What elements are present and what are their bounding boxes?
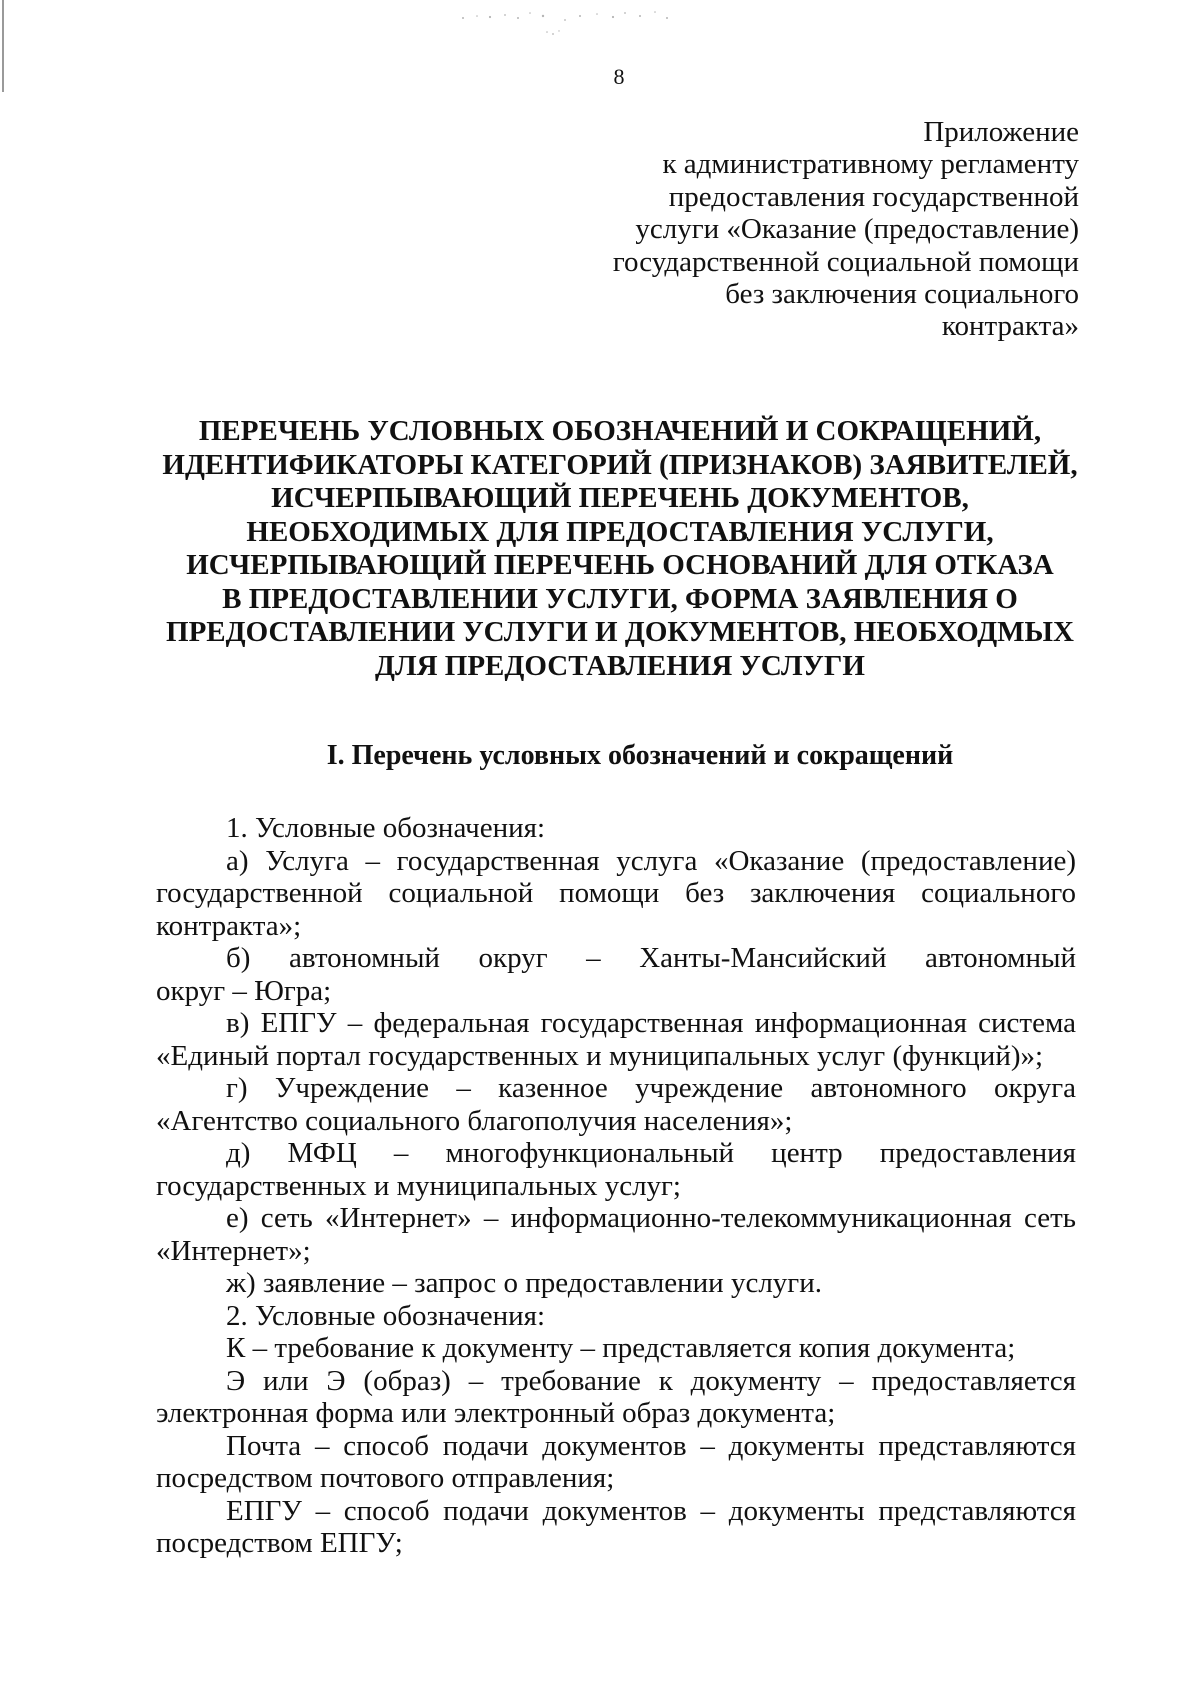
body-line: а) Услуга – государственная услуга «Оказание (предоставление) [226, 844, 1076, 877]
body-line: е) сеть «Интернет» – информационно-телекоммуникационная сеть [226, 1202, 1076, 1234]
body-line: Почта – способ подачи документов – документы представляются [226, 1429, 1076, 1462]
title-line: ИСЧЕРПЫВАЮЩИЙ ПЕРЕЧЕНЬ ДОКУМЕНТОВ, [271, 482, 969, 514]
appendix-line: Приложение [923, 116, 1079, 148]
body-line: 2. Условные обозначения: [226, 1299, 546, 1332]
body-line: «Единый портал государственных и муниципальных услуг (функций)»; [156, 1039, 1044, 1072]
body-line: ЕПГУ – способ подачи документов – документы представляются [226, 1494, 1076, 1527]
body-line: г) Учреждение – казенное учреждение автономного округа [226, 1072, 1076, 1104]
title-line: НЕОБХОДИМЫХ ДЛЯ ПРЕДОСТАВЛЕНИЯ УСЛУГИ, [246, 515, 994, 548]
appendix-line: к административному регламенту [662, 148, 1079, 181]
title-line: ПРЕДОСТАВЛЕНИИ УСЛУГИ И ДОКУМЕНТОВ, НЕОБХОДМЫХ [166, 616, 1074, 648]
title-line: ДЛЯ ПРЕДОСТАВЛЕНИЯ УСЛУГИ [375, 649, 865, 682]
body-line: посредством почтового отправления; [156, 1462, 615, 1494]
appendix-line: предоставления государственной [668, 180, 1079, 213]
body-line: Э или Э (образ) – требование к документу – предоставляется [226, 1364, 1076, 1397]
appendix-line: государственной социальной помощи [612, 245, 1079, 278]
section-heading: I. Перечень условных обозначений и сокращений [326, 740, 954, 771]
appendix-line: без заключения социального [725, 278, 1079, 311]
body-line: 1. Условные обозначения: [226, 812, 546, 844]
body-text [156, 812, 1076, 1560]
title-line: ПЕРЕЧЕНЬ УСЛОВНЫХ ОБОЗНАЧЕНИЙ И СОКРАЩЕНИЙ, [198, 415, 1042, 447]
appendix-note [559, 116, 1079, 343]
page-number: 8 [613, 64, 625, 89]
body-line: государственной социальной помощи без заключения социального [156, 877, 1076, 909]
body-line: К – требование к документу – представляется копия документа; [226, 1332, 1016, 1364]
body-line: посредством ЕПГУ; [156, 1527, 403, 1559]
body-line: «Интернет»; [156, 1234, 311, 1267]
title-line: ИСЧЕРПЫВАЮЩИЙ ПЕРЕЧЕНЬ ОСНОВАНИЙ ДЛЯ ОТКАЗА [186, 549, 1054, 581]
appendix-line: услуги «Оказание (предоставление) [635, 213, 1079, 246]
title-line: В ПРЕДОСТАВЛЕНИИ УСЛУГИ, ФОРМА ЗАЯВЛЕНИЯ О [222, 582, 1018, 615]
body-line: ж) заявление – запрос о предоставлении услуги. [226, 1267, 822, 1299]
body-line: б) автономный округ – Ханты-Мансийский автономный [226, 942, 1076, 974]
body-line: д) МФЦ – многофункциональный центр предоставления [226, 1137, 1076, 1169]
body-line: электронная форма или электронный образ документа; [156, 1397, 836, 1429]
body-line: «Агентство социального благополучия населения»; [156, 1104, 793, 1137]
body-line: государственных и муниципальных услуг; [156, 1169, 681, 1202]
body-line: контракта»; [156, 909, 302, 942]
body-line: округ – Югра; [156, 974, 332, 1007]
appendix-line: контракта» [941, 310, 1079, 343]
document-title [150, 415, 1090, 683]
body-line: в) ЕПГУ – федеральная государственная информационная система [226, 1007, 1076, 1039]
title-line: ИДЕНТИФИКАТОРЫ КАТЕГОРИЙ (ПРИЗНАКОВ) ЗАЯВИТЕЛЕЙ, [162, 448, 1078, 481]
scan-noise [455, 4, 715, 38]
